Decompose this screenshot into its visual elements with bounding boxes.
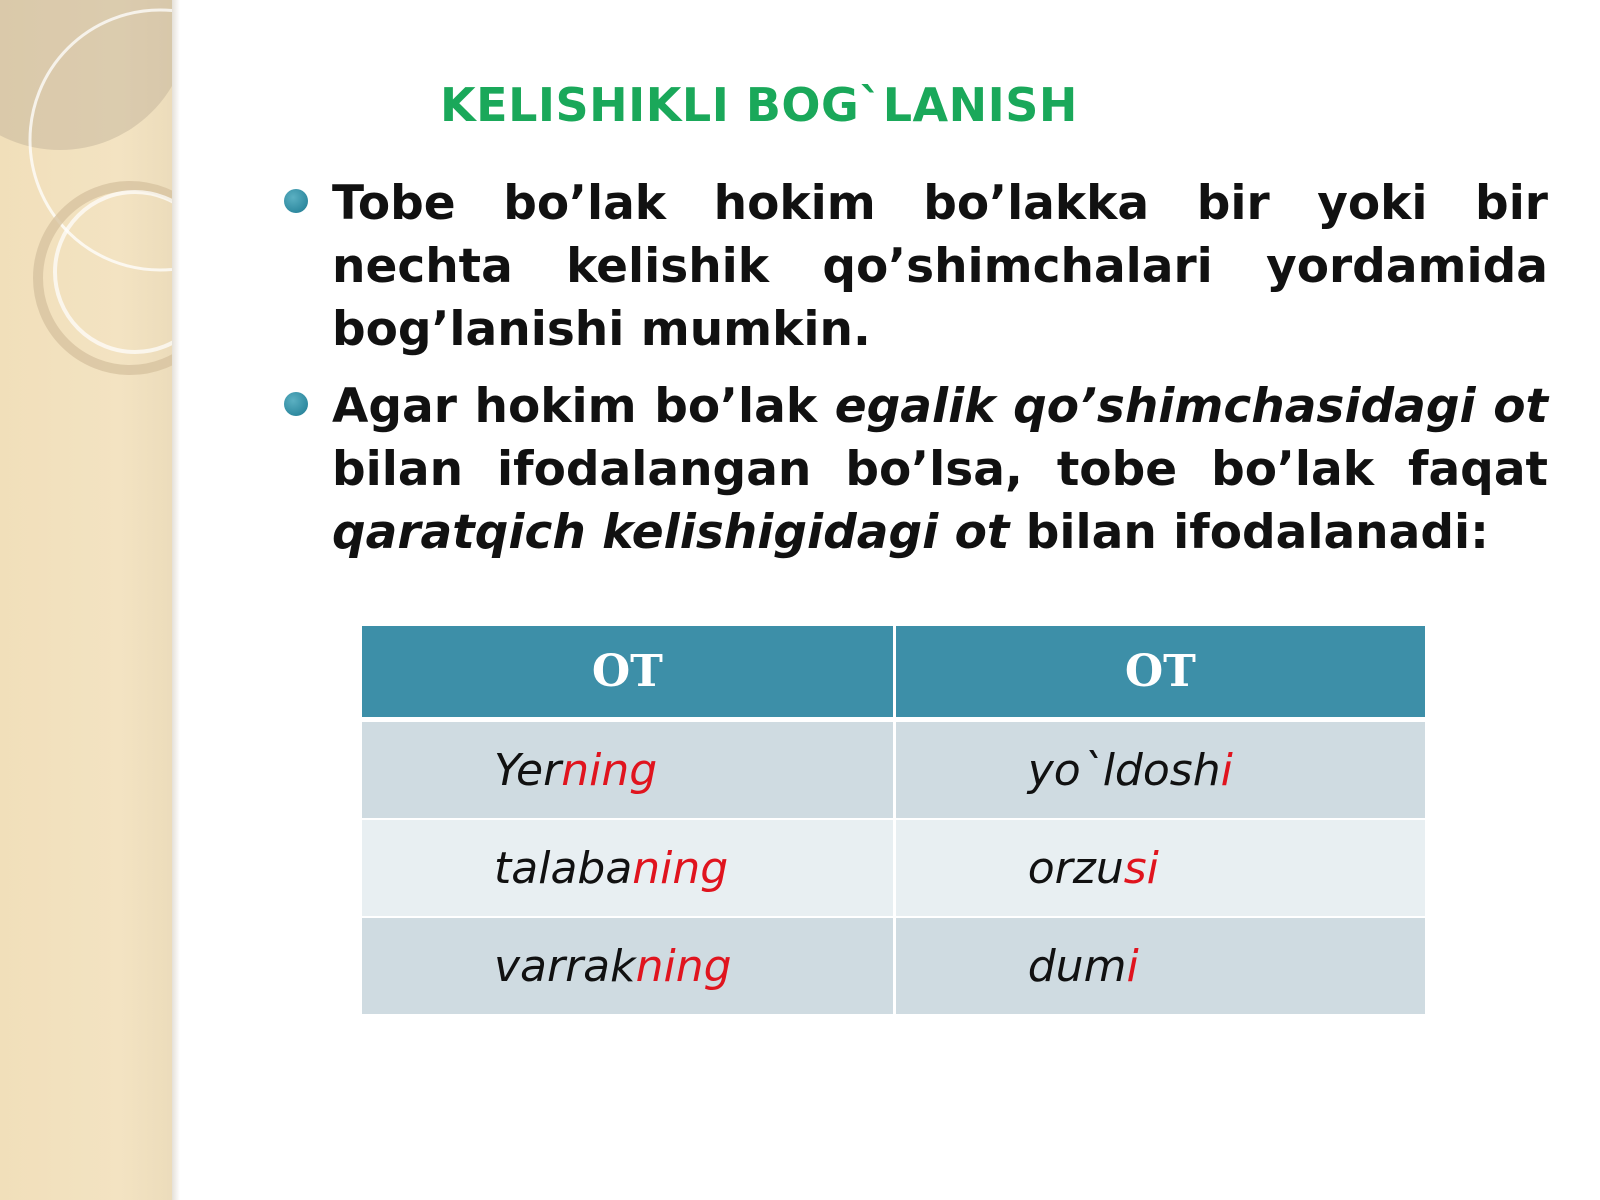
word-stem: varrak <box>494 940 636 992</box>
bullet-text-italic-segment: egalik qo’shimchasidagi ot <box>834 379 1548 434</box>
table-row <box>362 917 1427 1015</box>
bullet-text: Tobe bo’lak hokim bo’lakka bir yoki bir nechta kelishik qo’shimchalari yordamida bog’lanishi mumkin. <box>332 176 1548 357</box>
word-suffix: si <box>1123 842 1159 894</box>
examples-table <box>362 626 1428 1016</box>
slide-title: KELISHIKLI BOG`LANISH <box>440 78 1078 132</box>
bullet-text-segment: bilan ifodalangan bo’lsa, tobe bo’lak faqat <box>332 442 1548 497</box>
word-stem: orzu <box>1027 842 1124 894</box>
bullet-list <box>284 172 1548 578</box>
table-row <box>362 720 1427 820</box>
table-cell <box>362 720 894 820</box>
decorative-circles-graphic <box>0 0 172 1200</box>
bullet-text-segment: bilan ifodalanadi: <box>1009 505 1489 560</box>
word-stem: yo`ldosh <box>1027 744 1221 796</box>
word-stem: dum <box>1027 940 1127 992</box>
table-header-cell: OT <box>362 626 894 720</box>
table-header-cell: OT <box>894 626 1426 720</box>
bullet-text-italic-segment: qaratqich kelishigidagi ot <box>332 505 1010 560</box>
table-cell <box>894 917 1426 1015</box>
bullet-text-segment: Agar hokim bo’lak <box>332 379 835 434</box>
table-header-row <box>362 626 1427 720</box>
word-suffix: i <box>1126 940 1139 992</box>
table-cell <box>894 819 1426 917</box>
word-stem: Yer <box>494 744 562 796</box>
word-suffix: i <box>1220 744 1233 796</box>
table-row <box>362 819 1427 917</box>
table-cell <box>362 917 894 1015</box>
word-suffix: ning <box>635 940 732 992</box>
bullet-dot-icon <box>284 189 308 213</box>
table-cell <box>894 720 1426 820</box>
word-suffix: ning <box>632 842 729 894</box>
word-stem: talaba <box>494 842 633 894</box>
table-cell <box>362 819 894 917</box>
bullet-item <box>284 375 1548 564</box>
decorative-side-panel <box>0 0 172 1200</box>
bullet-item <box>284 172 1548 361</box>
side-panel-shadow <box>172 0 180 1200</box>
word-suffix: ning <box>561 744 658 796</box>
bullet-dot-icon <box>284 392 308 416</box>
